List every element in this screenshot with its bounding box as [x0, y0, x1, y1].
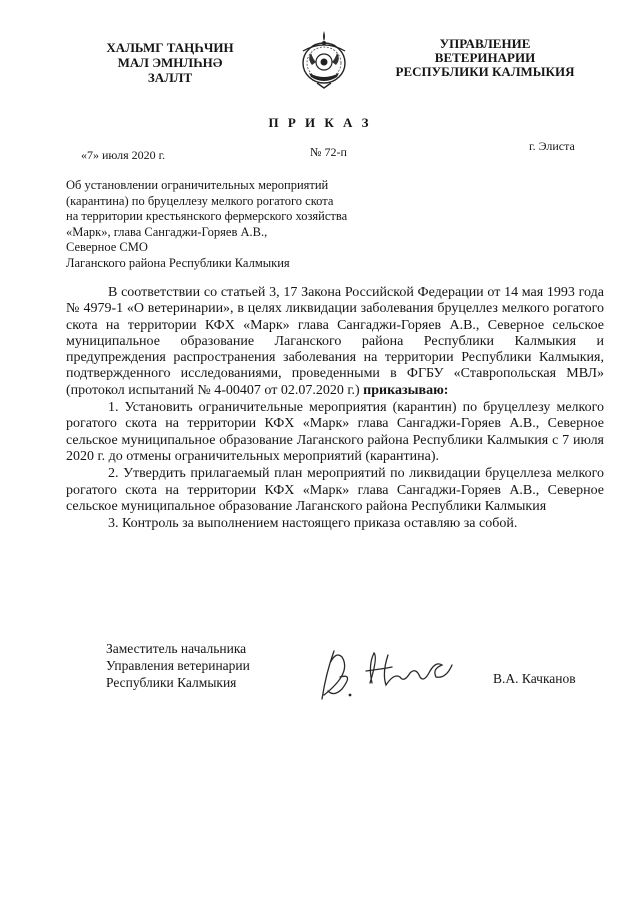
order-date: «7» июля 2020 г.: [81, 148, 166, 162]
signatory-position: [106, 640, 250, 691]
header-left-line: ЗАЛЛТ: [147, 70, 193, 85]
subject-line: «Марк», глава Сангаджи-Горяев А.В.,: [66, 224, 268, 239]
document-title: П Р И К А З: [268, 115, 372, 130]
signatory-position-line: Управления ветеринарии: [106, 658, 250, 673]
header-right-line: ВЕТЕРИНАРИИ: [434, 50, 536, 65]
subject-line: (карантина) по бруцеллезу мелкого рогатого скота: [66, 193, 334, 208]
order-city: г. Элиста: [529, 139, 575, 153]
decree-word: приказываю:: [363, 382, 449, 398]
order-subject: [66, 178, 426, 272]
header-left-kalmyk: [100, 40, 240, 85]
header-left-line: МАЛ ЭМНЛҺНӘ: [117, 55, 223, 70]
signatory-name: В.А. Качканов: [493, 671, 576, 686]
handwritten-signature: [312, 643, 462, 705]
preamble-text: В соответствии со статьей 3, 17 Закона Российской Федерации от 14 мая 1993 года № 4979-1 «О ветеринарии», в целях ликвидации заболевания бруцеллез мелкого рогатого скота на территории КФХ «Марк» глава Сангаджи-Горяев А.В., Северное сельское муниципальное образование Лаганского района Республики Калмыкия и предупреждения распространения заболевания на территории Республики Калмыкия, подтвержденного исследованиями, проведенными в ФГБУ «Ставропольская МВЛ» (протокол испытаний № 4-00407 от 02.07.2020 г.): [66, 285, 604, 398]
subject-line: на территории крестьянского фермерского хозяйства: [66, 209, 348, 224]
order-item-1: 1. Установить ограничительные мероприятия (карантин) по бруцеллезу мелкого рогатого скота на территории КФХ «Марк» глава Сангаджи-Горяев А.В., Северное сельское муниципальное образование Лаганского района Республики Калмыкия с 7 июля 2020 г. до отмены ограничительных мероприятий (карантина).: [66, 400, 604, 464]
order-item-2: 2. Утвердить прилагаемый план мероприятий по ликвидации бруцеллеза мелкого рогатого скота на территории КФХ «Марк» глава Сангаджи-Горяев А.В., Северное сельское муниципальное образование Лаганского района Республики Калмыкия: [66, 466, 604, 514]
header-left-line: ХАЛЬМГ ТАҢҺЧИН: [106, 40, 234, 55]
kalmykia-coat-of-arms-icon: [299, 29, 349, 89]
order-item-3: 3. Контроль за выполнением настоящего приказа оставляю за собой.: [108, 516, 518, 532]
header-right-line: УПРАВЛЕНИЕ: [439, 36, 531, 51]
header-right-line: РЕСПУБЛИКИ КАЛМЫКИЯ: [395, 64, 575, 79]
order-body: [66, 285, 604, 532]
subject-line: Лаганского района Республики Калмыкия: [66, 255, 290, 270]
order-number: № 72-п: [310, 145, 347, 159]
preamble-paragraph: [66, 285, 604, 399]
signatory-position-line: Заместитель начальника: [106, 641, 247, 656]
signatory-position-line: Республики Калмыкия: [106, 675, 237, 690]
header-right-russian: [385, 37, 585, 79]
subject-line: Северное СМО: [66, 240, 148, 255]
subject-line: Об установлении ограничительных мероприятий: [66, 178, 329, 192]
